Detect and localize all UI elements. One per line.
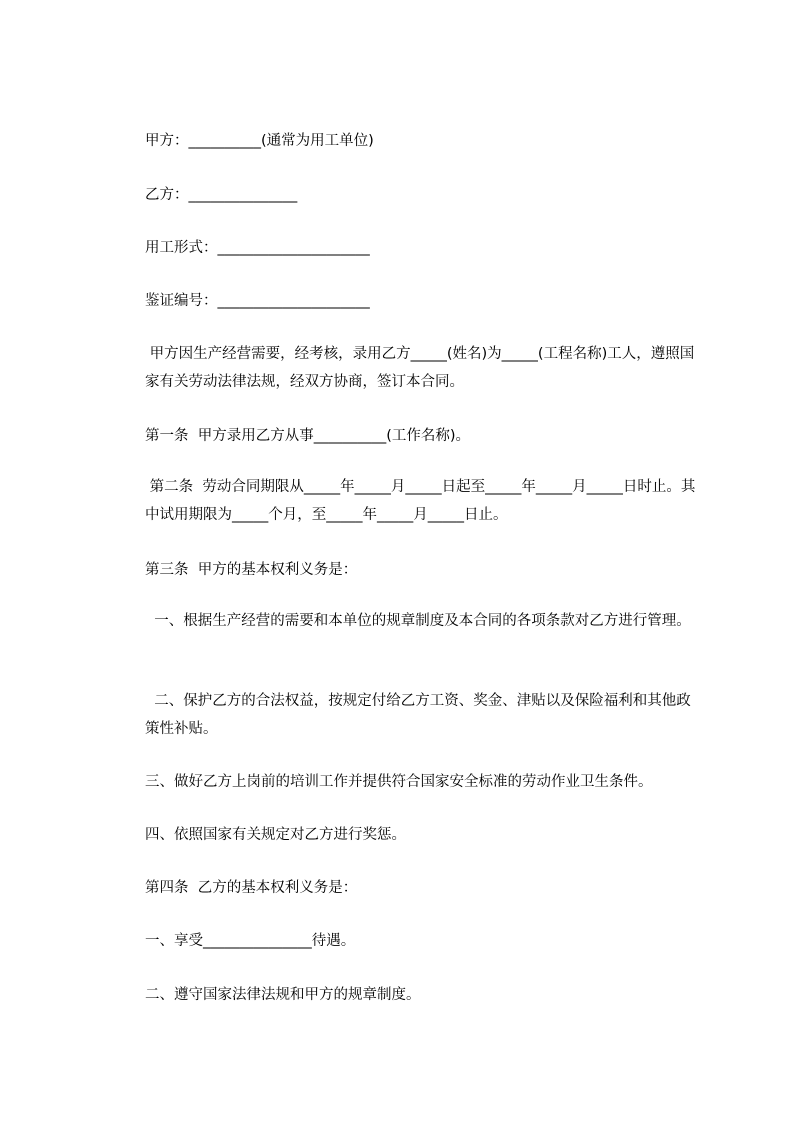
article-3-item-1: 一、根据生产经营的需要和本单位的规章制度及本合同的各项条款对乙方进行管理。 bbox=[145, 613, 691, 629]
article-2: 第二条 劳动合同期限从_____年_____月_____日起至_____年_____月_____日时止。其中试用期限为_____个月，至_____年_____月_____日止。 bbox=[145, 479, 696, 523]
article-4-item-2: 二、遵守国家法律法规和甲方的规章制度。 bbox=[145, 987, 421, 1003]
verification-number-line: 鉴证编号：_____________________ bbox=[145, 293, 370, 309]
article-4-item-1: 一、享受_______________待遇。 bbox=[145, 933, 356, 949]
article-3-item-4: 四、依照国家有关规定对乙方进行奖惩。 bbox=[145, 827, 406, 843]
article-1: 第一条 甲方录用乙方从事__________(工作名称)。 bbox=[145, 428, 471, 444]
article-3-item-3: 三、做好乙方上岗前的培训工作并提供符合国家安全标准的劳动作业卫生条件。 bbox=[145, 774, 653, 790]
article-4-heading: 第四条 乙方的基本权利义务是： bbox=[145, 880, 358, 896]
intro-paragraph: 甲方因生产经营需要，经考核，录用乙方_____(姓名)为_____(工程名称)工人，遵照国家有关劳动法律法规，经双方协商，签订本合同。 bbox=[145, 346, 695, 390]
employment-form-line: 用工形式：_____________________ bbox=[145, 240, 370, 256]
party-a-line: 甲方：__________(通常为用工单位) bbox=[145, 133, 374, 149]
article-3-item-2: 二、保护乙方的合法权益，按规定付给乙方工资、奖金、津贴以及保险福利和其他政策性补贴。 bbox=[145, 693, 691, 737]
party-b-line: 乙方：_______________ bbox=[145, 187, 298, 203]
article-3-heading: 第三条 甲方的基本权利义务是： bbox=[145, 562, 358, 578]
